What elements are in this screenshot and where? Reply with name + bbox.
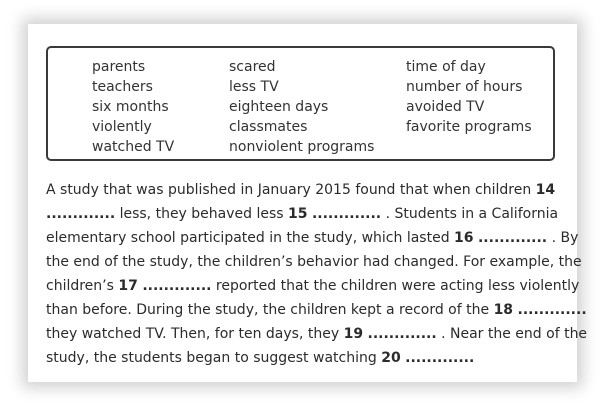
word-bank-item: nonviolent programs	[229, 139, 375, 155]
word-bank-column-1	[92, 57, 174, 157]
cloze-passage	[46, 178, 588, 370]
word-bank-item: violently	[92, 119, 152, 135]
word-bank-column-2	[229, 57, 374, 157]
passage-text: elementary school participated in the study, which lasted	[46, 230, 450, 246]
word-bank-item: watched TV	[92, 139, 175, 155]
word-bank-item: classmates	[229, 119, 308, 135]
passage-line	[46, 298, 587, 322]
question-number-20: 20	[381, 350, 401, 366]
word-bank-item: six months	[92, 99, 169, 115]
word-bank-item: favorite programs	[406, 119, 532, 135]
passage-text: they watched TV. Then, for ten days, they	[46, 326, 340, 342]
passage-text: children’s	[46, 278, 114, 294]
passage-text: A study that was published in January 2015 found that when children	[46, 182, 532, 198]
word-bank-box	[46, 46, 555, 161]
blank-14: .............	[46, 206, 116, 222]
passage-line	[46, 202, 566, 226]
word-bank-item: eighteen days	[229, 99, 329, 115]
blank-18: .............	[517, 302, 587, 318]
question-number-17: 17	[118, 278, 138, 294]
passage-text: less, they behaved less	[119, 206, 284, 222]
blank-16: .............	[477, 230, 548, 246]
question-number-15: 15	[288, 206, 308, 222]
passage-text: . Students in a California	[385, 206, 559, 222]
passage-line	[46, 322, 588, 346]
passage-line	[46, 178, 566, 202]
word-bank-item: time of day	[406, 59, 486, 75]
passage-text: . By	[551, 230, 579, 246]
question-number-19: 19	[343, 326, 364, 342]
word-bank-column-3	[406, 57, 532, 137]
question-number-16: 16	[454, 230, 474, 246]
passage-line	[46, 346, 566, 370]
blank-15: .............	[311, 206, 382, 222]
exercise-card	[28, 24, 588, 382]
passage-line	[46, 250, 582, 274]
word-bank-item: teachers	[92, 79, 153, 95]
passage-line	[46, 226, 579, 250]
passage-text: . Near the end of the	[441, 326, 588, 342]
word-bank-item: avoided TV	[406, 99, 485, 115]
passage-text: than before. During the study, the children kept a record of the	[46, 302, 490, 318]
question-number-14: 14	[535, 182, 556, 198]
passage-text: reported that the children were acting less violently	[215, 278, 580, 294]
word-bank-item: parents	[92, 59, 146, 75]
word-bank-item: less TV	[229, 79, 279, 95]
word-bank-item: number of hours	[406, 79, 523, 95]
passage-text: study, the students began to suggest watching	[46, 350, 377, 366]
blank-20: .............	[405, 350, 475, 366]
question-number-18: 18	[493, 302, 514, 318]
blank-17: .............	[142, 278, 212, 294]
blank-19: .............	[367, 326, 437, 342]
word-bank-item: scared	[229, 59, 276, 75]
passage-line	[46, 274, 580, 298]
passage-text: the end of the study, the children’s behavior had changed. For example, the	[46, 254, 582, 270]
